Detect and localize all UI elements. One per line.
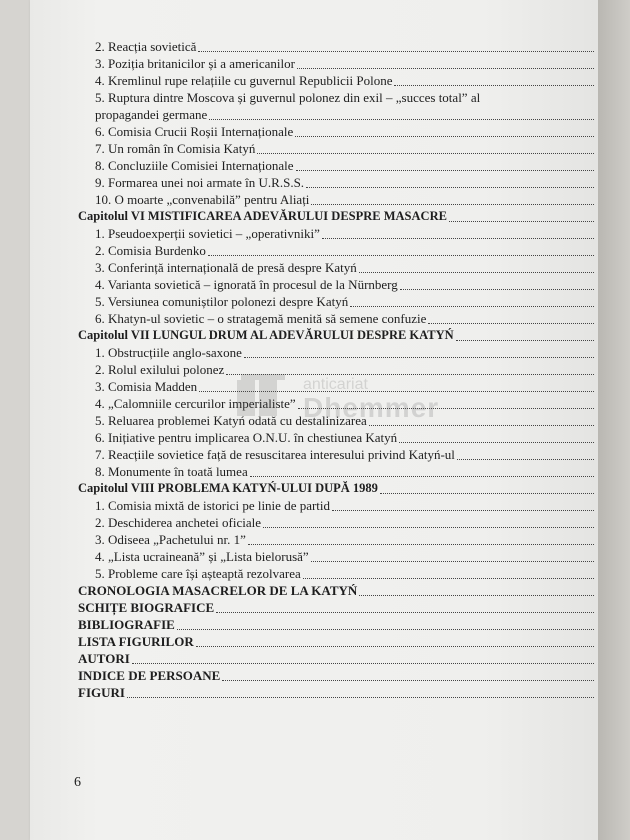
table-of-contents [30,0,598,840]
toc-leader-dots [209,102,594,120]
toc-entry-title: 5. Reluarea problemei Katyń odată cu destalinizarea [95,413,367,428]
toc-leader-dots [257,136,594,154]
toc-entry-title: BIBLIOGRAFIE [78,617,175,632]
toc-leader-dots [311,187,594,205]
toc-leader-dots [198,34,594,52]
toc-entry-title: 4. Kremlinul rupe relațiile cu guvernul Republicii Polone [95,73,393,88]
toc-entry-title: SCHIȚE BIOGRAFICE [78,600,215,615]
book-page [30,0,598,840]
toc-leader-dots [244,340,594,358]
toc-leader-dots [369,408,594,426]
toc-leader-dots [303,561,594,579]
toc-row-end [78,701,620,718]
toc-entry-title: 1. Pseudoexperții sovietici – „operativniki” [95,226,320,241]
toc-leader-dots [380,476,594,494]
toc-entry-title: 4. „Lista ucraineană” și „Lista bielorusă” [95,549,309,564]
toc-entry-title: 2. Deschiderea anchetei oficiale [95,515,262,530]
toc-leader-dots [216,595,594,613]
page-number: 6 [74,775,81,790]
toc-entry-title: 8. Concluziile Comisiei Internaționale [95,158,294,173]
toc-leader-dots [132,646,594,664]
toc-leader-dots [400,272,594,290]
toc-entry-title: 2. Reacția sovietică [95,39,197,54]
toc-leader-dots [177,612,594,630]
toc-leader-dots [199,374,594,392]
toc-entry-title: 4. „Calomniile cercurilor imperialiste” [95,396,296,411]
toc-leader-dots [295,119,594,137]
toc-leader-dots [296,153,594,171]
toc-leader-dots [208,238,594,256]
toc-entry-title: Capitolul VIII PROBLEMA KATYŃ-ULUI DUPĂ 1989 [78,481,378,495]
toc-entry-title: LISTA FIGURILOR [78,634,194,649]
toc-leader-dots [399,425,594,443]
toc-leader-dots [250,459,594,477]
toc-leader-dots [428,306,594,324]
toc-leader-dots [359,255,594,273]
toc-entry-title: 8. Monumente în toată lumea [95,464,248,479]
toc-leader-dots [449,204,594,222]
toc-entry-title: 5. Versiunea comuniștilor polonezi despre Katyń [95,294,349,309]
toc-leader-dots [350,289,594,307]
toc-entry-title: 7. Un român în Comisia Katyń [95,141,256,156]
watermark-line2: Dhemmer [303,392,440,423]
toc-leader-dots [127,680,594,698]
toc-entry-title: Capitolul VII LUNGUL DRUM AL ADEVĂRULUI DESPRE KATYŃ [78,328,454,342]
toc-entry-title: AUTORI [78,651,130,666]
toc-subsection-row [95,72,620,89]
toc-entry-title: 1. Obstrucțiile anglo-saxone [95,345,242,360]
toc-entry-title: Capitolul VI MISTIFICAREA ADEVĂRULUI DESPRE MASACRE [78,209,447,223]
toc-entry-title: 5. Ruptura dintre Moscova și guvernul polonez din exil – „succes total” al [95,90,481,105]
toc-leader-dots [306,170,594,188]
toc-entry-title: 7. Reacțiile sovietice față de resuscitarea interesului privind Katyń-ul [95,447,455,462]
toc-leader-dots [456,323,594,341]
next-page-edge [598,0,630,840]
toc-entry-title-continued: propagandei germane [95,107,208,122]
toc-entry-title: 3. Poziția britanicilor și a americanilor [95,56,295,71]
toc-entry-title: 3. Conferință internațională de presă despre Katyń [95,260,357,275]
toc-entry-title: 2. Rolul exilului polonez [95,362,225,377]
toc-leader-dots [248,527,594,545]
toc-entry-title: CRONOLOGIA MASACRELOR DE LA KATYŃ [78,583,358,598]
toc-leader-dots [263,510,594,528]
toc-entry-title: 6. Comisia Crucii Roșii Internaționale [95,124,294,139]
toc-entry-title: 5. Probleme care își așteaptă rezolvarea [95,566,301,581]
toc-leader-dots [311,544,594,562]
toc-section-row [78,684,620,701]
toc-leader-dots [359,578,594,596]
toc-leader-dots [196,629,594,647]
toc-entry-title: 2. Comisia Burdenko [95,243,206,258]
toc-entry-title: 6. Inițiative pentru implicarea O.N.U. în chestiunea Katyń [95,430,398,445]
toc-leader-dots [298,391,594,409]
toc-entry-title: 3. Odiseea „Pachetului nr. 1” [95,532,246,547]
toc-leader-dots [226,357,594,375]
toc-entry-title: INDICE DE PERSOANE [78,668,221,683]
toc-leader-dots [394,68,594,86]
toc-subsection-row [95,89,620,123]
toc-leader-dots [332,493,594,511]
toc-leader-dots [457,442,594,460]
toc-entry-title: 1. Comisia mixtă de istorici pe linie de partid [95,498,331,513]
toc-entry-title: 3. Comisia Madden [95,379,198,394]
toc-entry-title: 10. O moarte „convenabilă” pentru Aliați [95,192,310,207]
toc-entry-title: 4. Varianta sovietică – ignorată în procesul de la Nürnberg [95,277,398,292]
toc-entry-title: 9. Formarea unei noi armate în U.R.S.S. [95,175,305,190]
toc-leader-dots [297,51,594,69]
toc-leader-dots [322,221,594,239]
watermark-line1: anticariat [303,376,368,393]
toc-entry-title: FIGURI [78,685,125,700]
toc-entry-title: 6. Khatyn-ul sovietic – o stratagemă menită să semene confuzie [95,311,427,326]
toc-leader-dots [222,663,594,681]
